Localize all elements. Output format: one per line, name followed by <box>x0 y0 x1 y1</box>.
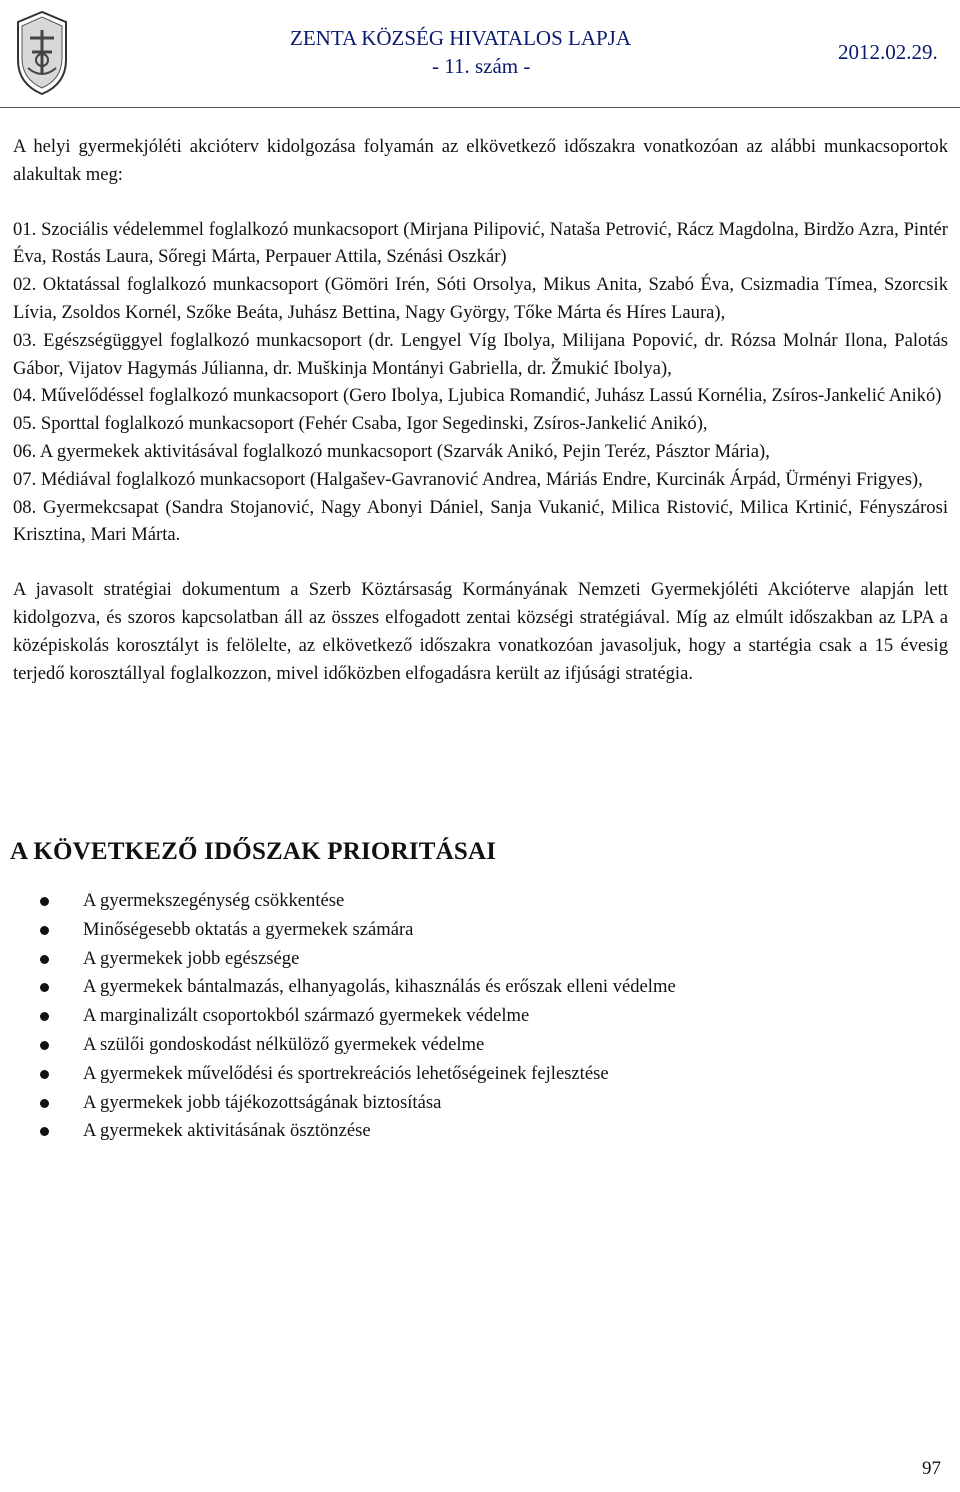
bullet-icon <box>40 1070 49 1079</box>
group-item: 05. Sporttal foglalkozó munkacsoport (Fehér Csaba, Igor Segedinski, Zsíros-Jankelić Anikó), <box>13 413 708 435</box>
group-item: 03. Egészségüggyel foglalkozó munkacsoport (dr. Lengyel Víg Ibolya, Milijana Popović, dr. Rózsa Molnár Ilona, Palotás Gábor, Vijatov Hagymás Júlianna, dr. Muškinja Montányi Gabriella, dr. Žmukić Ibolya), <box>13 329 948 379</box>
group-item: 02. Oktatással foglalkozó munkacsoport (Gömöri Irén, Sóti Orsolya, Mikus Anita, Szabó Éva, Csizmadia Tímea, Szorcsik Lívia, Zsoldos Kornél, Szőke Beáta, Juhász Bettina, Nagy György, Tőke Márta és Híres Laura), <box>13 274 948 323</box>
list-item <box>38 1060 676 1089</box>
bullet-icon <box>40 1099 49 1108</box>
list-item <box>38 887 676 916</box>
header-divider <box>0 107 960 108</box>
priority-text: A gyermekszegénység csökkentése <box>83 890 345 911</box>
bullet-icon <box>40 983 49 992</box>
strategy-paragraph: A javasolt stratégiai dokumentum a Szerb Köztársaság Kormányának Nemzeti Gyermekjóléti Akcióterve alapján lett kidolgozva, és szoros kapcsolatban áll az összes elfogadott zentai községi stratégiával. Míg az elmúlt időszakban az LPA a középiskolás korosztályt is felölelte, az elkövetkező időszakra vonatkozóan javasoljuk, hogy a startégia csak a 15 évesig terjedő korosztállyal foglalkozzon, mivel időközben elfogadásra került az ifjúsági stratégia. <box>13 579 948 684</box>
list-item <box>38 945 676 974</box>
priority-text: A gyermekek aktivitásának ösztönzése <box>83 1120 371 1142</box>
header-title: ZENTA KÖZSÉG HIVATALOS LAPJA <box>290 26 632 50</box>
list-item <box>38 1002 676 1031</box>
priority-text: A gyermekek jobb tájékozottságának biztosítása <box>83 1091 442 1113</box>
group-item: 06. A gyermekek aktivitásával foglalkozó munkacsoport (Szarvák Anikó, Pejin Teréz, Pásztor Mária), <box>13 440 770 462</box>
header-date: 2012.02.29. <box>838 40 938 64</box>
list-item <box>38 973 676 1002</box>
priority-text: Minőségesebb oktatás a gyermekek számára <box>83 918 414 940</box>
bullet-icon <box>40 955 49 964</box>
priority-text: A gyermekek bántalmazás, elhanyagolás, kihasználás és erőszak elleni védelme <box>83 976 676 998</box>
priority-text: A gyermekek művelődési és sportrekreációs lehetőségeinek fejlesztése <box>83 1062 609 1084</box>
bullet-icon <box>40 1041 49 1050</box>
group-item: 08. Gyermekcsapat (Sandra Stojanović, Nagy Abonyi Dániel, Sanja Vukanić, Milica Ristović, Milica Krtinić, Fényszárosi Krisztina, Mari Márta. <box>13 496 948 546</box>
priority-text: A marginalizált csoportokból származó gyermekek védelme <box>83 1005 530 1027</box>
list-item <box>38 1117 676 1146</box>
bullet-icon <box>40 897 49 906</box>
priorities-list <box>38 887 676 1146</box>
document-body <box>13 133 948 687</box>
priority-text: A gyermekek jobb egészsége <box>83 947 300 969</box>
group-item: 07. Médiával foglalkozó munkacsoport (Halgašev-Gavranović Andrea, Máriás Endre, Kurcinák Árpád, Ürményi Frigyes), <box>13 468 923 490</box>
bullet-icon <box>40 926 49 935</box>
coat-of-arms-icon <box>10 8 74 98</box>
intro-paragraph: A helyi gyermekjóléti akcióterv kidolgozása folyamán az elkövetkező időszakra vonatkozóan az alábbi munkacsoportok alakultak meg: <box>13 136 948 185</box>
group-item: 04. Művelődéssel foglalkozó munkacsoport (Gero Ibolya, Ljubica Romandić, Juhász Lassú Kornélia, Zsíros-Jankelić Anikó) <box>13 385 942 407</box>
list-item <box>38 1031 676 1060</box>
list-item <box>38 1089 676 1118</box>
group-item: 01. Szociális védelemmel foglalkozó munkacsoport (Mirjana Pilipović, Nataša Petrović, Rácz Magdolna, Birdžo Azra, Pintér Éva, Rostás Laura, Sőregi Márta, Perpauer Attila, Szénási Oszkár) <box>13 218 948 268</box>
priorities-heading: A KÖVETKEZŐ IDŐSZAK PRIORITÁSAI <box>10 838 497 865</box>
bullet-icon <box>40 1012 49 1021</box>
header-issue: - 11. szám - <box>432 54 531 78</box>
page-number: 97 <box>922 1458 941 1479</box>
bullet-icon <box>40 1127 49 1136</box>
priority-text: A szülői gondoskodást nélkülöző gyermekek védelme <box>83 1033 485 1055</box>
list-item <box>38 916 676 945</box>
